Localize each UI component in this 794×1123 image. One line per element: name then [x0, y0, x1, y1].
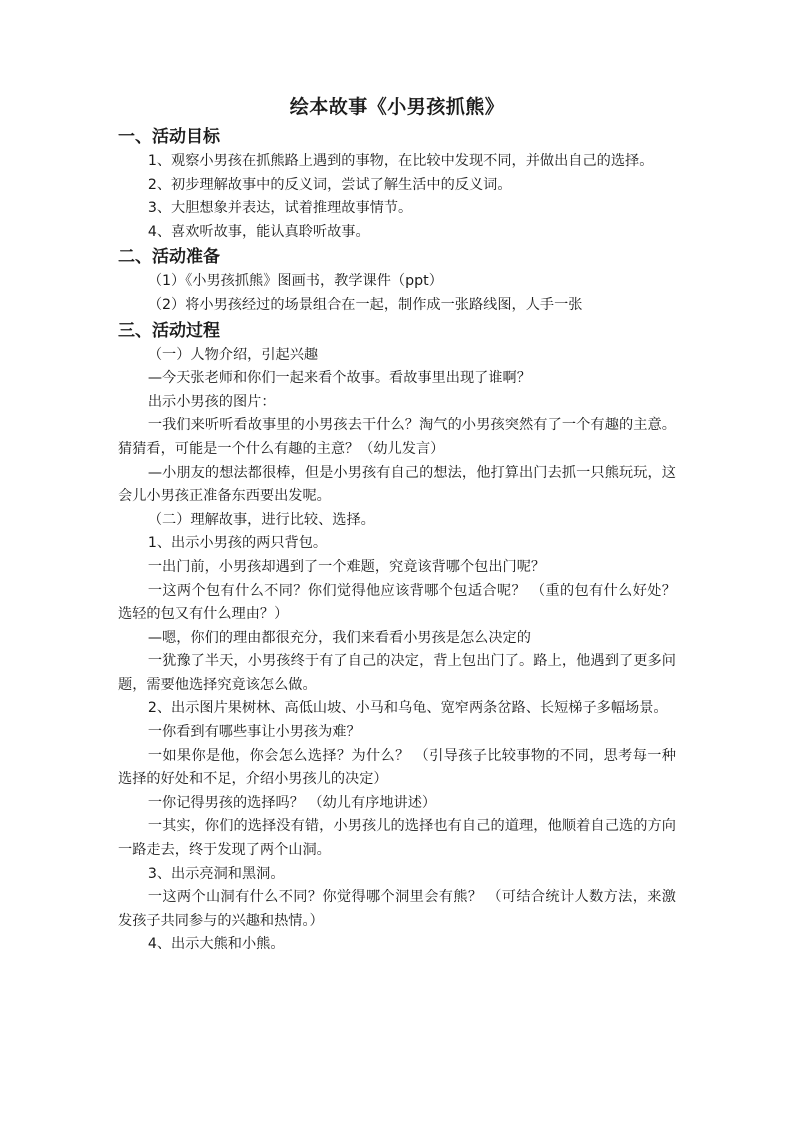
goal-item: 1、观察小男孩在抓熊路上遇到的事物，在比较中发现不同，并做出自己的选择。 — [147, 153, 654, 169]
section-heading-goals: 一、活动目标 — [118, 127, 220, 147]
process-item: 一你记得男孩的选择吗？ （幼儿有序地讲述） — [147, 794, 437, 811]
goal-item: 3、大胆想象并表达，试着推理故事情节。 — [147, 200, 413, 217]
process-item: 一出门前，小男孩却遇到了一个难题，究竟该背哪个包出门呢？ — [147, 558, 546, 575]
process-item: 2、出示图片果树林、高低山坡、小马和乌龟、宽窄两条岔路、长短梯子多幅场景。 — [147, 700, 668, 717]
section-heading-process: 三、活动过程 — [118, 320, 220, 341]
process-item: （一）人物介绍，引起兴趣 — [147, 346, 319, 363]
process-item: 一我们来听听看故事里的小男孩去干什么？淘气的小男孩突然有了一个有趣的主意。猜猜看，可能是一个什么有趣的主意？（幼儿发言） — [118, 417, 676, 457]
goal-item: 4、喜欢听故事，能认真聆听故事。 — [147, 223, 370, 240]
prep-item: （2）将小男孩经过的场景组合在一起，制作成一张路线图，人手一张 — [147, 296, 583, 313]
process-item: —今天张老师和你们一起来看个故事。看故事里出现了谁啊？ — [147, 370, 531, 387]
document-title: 绘本故事《小男孩抓熊》 — [289, 96, 505, 118]
section-heading-preparation: 二、活动准备 — [118, 247, 220, 268]
process-item: 一你看到有哪些事让小男孩为难？ — [147, 724, 361, 741]
prep-item: （1）《小男孩抓熊》图画书，教学课件（ppt） — [147, 273, 443, 290]
process-item: 一其实，你们的选择没有错，小男孩儿的选择也有自己的道理，他顺着自己选的方向一路走去，终于发现了两个山洞。 — [118, 818, 676, 859]
section-process — [118, 318, 676, 957]
process-item: —嗯，你们的理由都很充分，我们来看看小男孩是怎么决定的 — [147, 629, 531, 646]
section-goals — [118, 124, 676, 244]
process-item: —小朋友的想法都很棒，但是小男孩有自己的想法，他打算出门去抓一只熊玩玩，这会儿小男孩正准备东西要出发呢。 — [118, 464, 676, 505]
process-item: 3、出示亮洞和黑洞。 — [147, 865, 285, 882]
process-item: 一如果你是他，你会怎么选择？为什么？ （引导孩子比较事物的不同，思考每一种选择的好处和不足，介绍小男孩儿的决定） — [118, 747, 676, 788]
process-item: 出示小男孩的图片： — [147, 393, 276, 410]
goal-item: 2、初步理解故事中的反义词，尝试了解生活中的反义词。 — [147, 176, 512, 193]
process-item: 一犹豫了半天，小男孩终于有了自己的决定，背上包出门了。路上，他遇到了更多问题，需要他选择究竟该怎么做。 — [118, 653, 676, 693]
process-item: 1、出示小男孩的两只背包。 — [147, 535, 328, 552]
process-item: 一这两个山洞有什么不同？你觉得哪个洞里会有熊？ （可结合统计人数方法，来激发孩子共同参与的兴趣和热情。） — [118, 889, 676, 929]
process-item: 4、出示大熊和小熊。 — [147, 936, 285, 953]
section-preparation — [118, 244, 676, 317]
process-item: （二）理解故事，进行比较、选择。 — [147, 511, 375, 528]
process-item: 一这两个包有什么不同？你们觉得他应该背哪个包适合呢？ （重的包有什么好处？选轻的包又有什么理由？） — [118, 582, 676, 623]
